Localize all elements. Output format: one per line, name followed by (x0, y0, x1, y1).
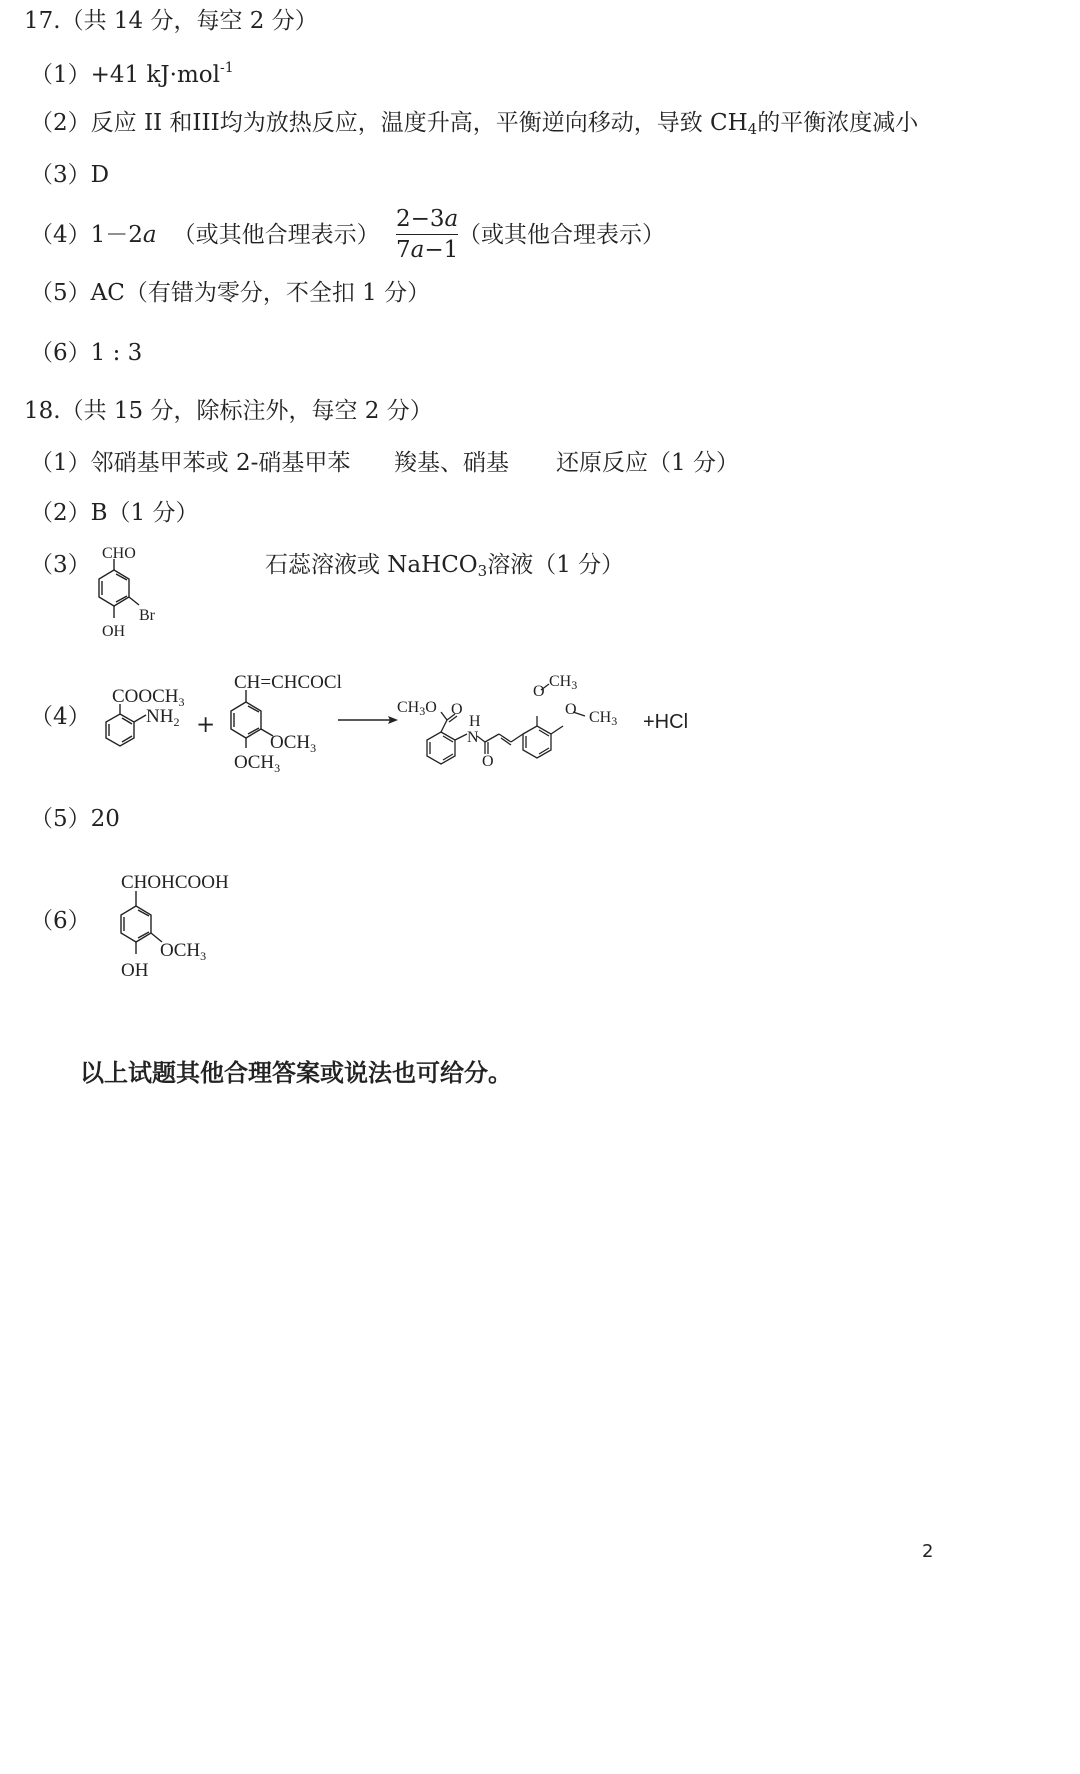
q17-answer-4 (30, 222, 380, 250)
answer-label: （2） (30, 110, 91, 136)
page-number: 2 (922, 1541, 934, 1562)
fraction-denominator: 7a−1 (396, 237, 459, 263)
q17-answer-4-fraction (396, 206, 458, 263)
q18-answer-4-label: （4） (30, 704, 91, 730)
formula-methoxy-ch3-2: CH3 (589, 709, 618, 728)
q18-answer-6-structure (104, 866, 254, 986)
q17-answer-6 (30, 340, 142, 368)
q18-answer-4-byproduct: +HCl (643, 711, 689, 733)
q17-answer-4-note2: （或其他合理表示） (458, 222, 665, 248)
formula-carbonyl-o: O (451, 701, 463, 718)
subscript: 4 (747, 120, 758, 138)
variable: a (142, 222, 157, 248)
answer-text: 反应 II 和III均为放热反应，温度升高，平衡逆向移动，导致 CH (90, 110, 748, 136)
q17-answer-3 (30, 162, 109, 190)
q18-answer-3-label: （3） (30, 552, 91, 578)
formula-amide-o: O (482, 753, 494, 770)
formula-och3: $OCH_3$ (160, 940, 207, 963)
formula-nh2: $NH_2$ (146, 706, 180, 729)
q17-answer-2 (30, 110, 918, 138)
q18-answer-6-label: （6） (30, 908, 91, 934)
answer-label: （1） (30, 62, 91, 88)
formula-ester-ch3: CH3O (397, 699, 437, 718)
formula-br: Br (139, 607, 155, 624)
formula-oh: OH (102, 623, 126, 640)
answer-label: （3） (30, 162, 91, 188)
formula-nh-h: H (469, 713, 481, 730)
formula-cho: CHO (102, 545, 136, 562)
note: （或其他合理表示） (172, 222, 380, 248)
q18-answer-1-part2: 羧基、硝基 (394, 450, 509, 476)
subscript: 3 (477, 562, 488, 580)
formula-och3-meta: $OCH_3$ (270, 732, 317, 755)
q18-header: 18.（共 15 分，除标注外，每空 2 分） (24, 398, 433, 424)
fraction-numerator: 2−3a (396, 206, 458, 235)
q17-answer-1 (30, 60, 234, 90)
answer-text-tail: 的平衡浓度减小 (757, 110, 919, 136)
q18-answer-1-part3: 还原反应（1 分） (556, 450, 739, 476)
q18-answer-4-reactant-2 (218, 668, 348, 778)
answer-text: B（1 分） (90, 500, 199, 526)
answer-label: （5） (30, 280, 91, 306)
q17-answer-5 (30, 280, 430, 308)
answer-text: AC（有错为零分，不全扣 1 分） (90, 280, 431, 306)
formula-methoxy-o-2: O (565, 701, 577, 718)
formula-ch-chcocl: CH=CHCOCl (234, 672, 342, 693)
answer-label: （6） (30, 340, 91, 366)
q18-answer-4-reactant-1 (96, 682, 196, 758)
expression: 1－2 (90, 222, 143, 248)
q18-answer-3-structure (88, 540, 178, 642)
q17-header: 17.（共 14 分，每空 2 分） (24, 8, 318, 34)
formula-methoxy-ch3-1: CH3 (549, 673, 578, 692)
footer-note: 以上试题其他合理答案或说法也可给分。 (80, 1059, 512, 1087)
q18-answer-5 (30, 806, 120, 834)
answer-label: （1） (30, 450, 91, 476)
answer-label: （5） (30, 806, 91, 832)
formula-oh: OH (121, 960, 149, 981)
formula-methoxy-o-1: O (533, 683, 545, 700)
q18-answer-3-reagent: 石蕊溶液或 NaHCO$_3$溶液（1 分） (265, 552, 625, 580)
answer-text: 邻硝基甲苯或 2-硝基甲苯 (90, 450, 351, 476)
formula-och3-para: $OCH_3$ (234, 752, 281, 775)
formula-chohcooh: CHOHCOOH (121, 872, 229, 893)
answer-text: +41 kJ·mol (90, 62, 220, 88)
formula-nh-n: N (467, 729, 479, 746)
answer-text: 1 : 3 (90, 340, 143, 366)
q18-answer-4-plus: + (196, 712, 216, 738)
answer-text: 20 (90, 806, 120, 832)
formula-cooch3: $COOCH_3$ (112, 686, 185, 709)
q18-answer-2 (30, 500, 199, 528)
answer-label: （4） (30, 222, 91, 248)
reaction-arrow (336, 712, 400, 728)
q18-answer-1 (30, 450, 350, 478)
answer-label: （2） (30, 500, 91, 526)
q18-answer-4-product (395, 666, 635, 780)
superscript: -1 (219, 60, 234, 76)
answer-text: D (90, 162, 110, 188)
